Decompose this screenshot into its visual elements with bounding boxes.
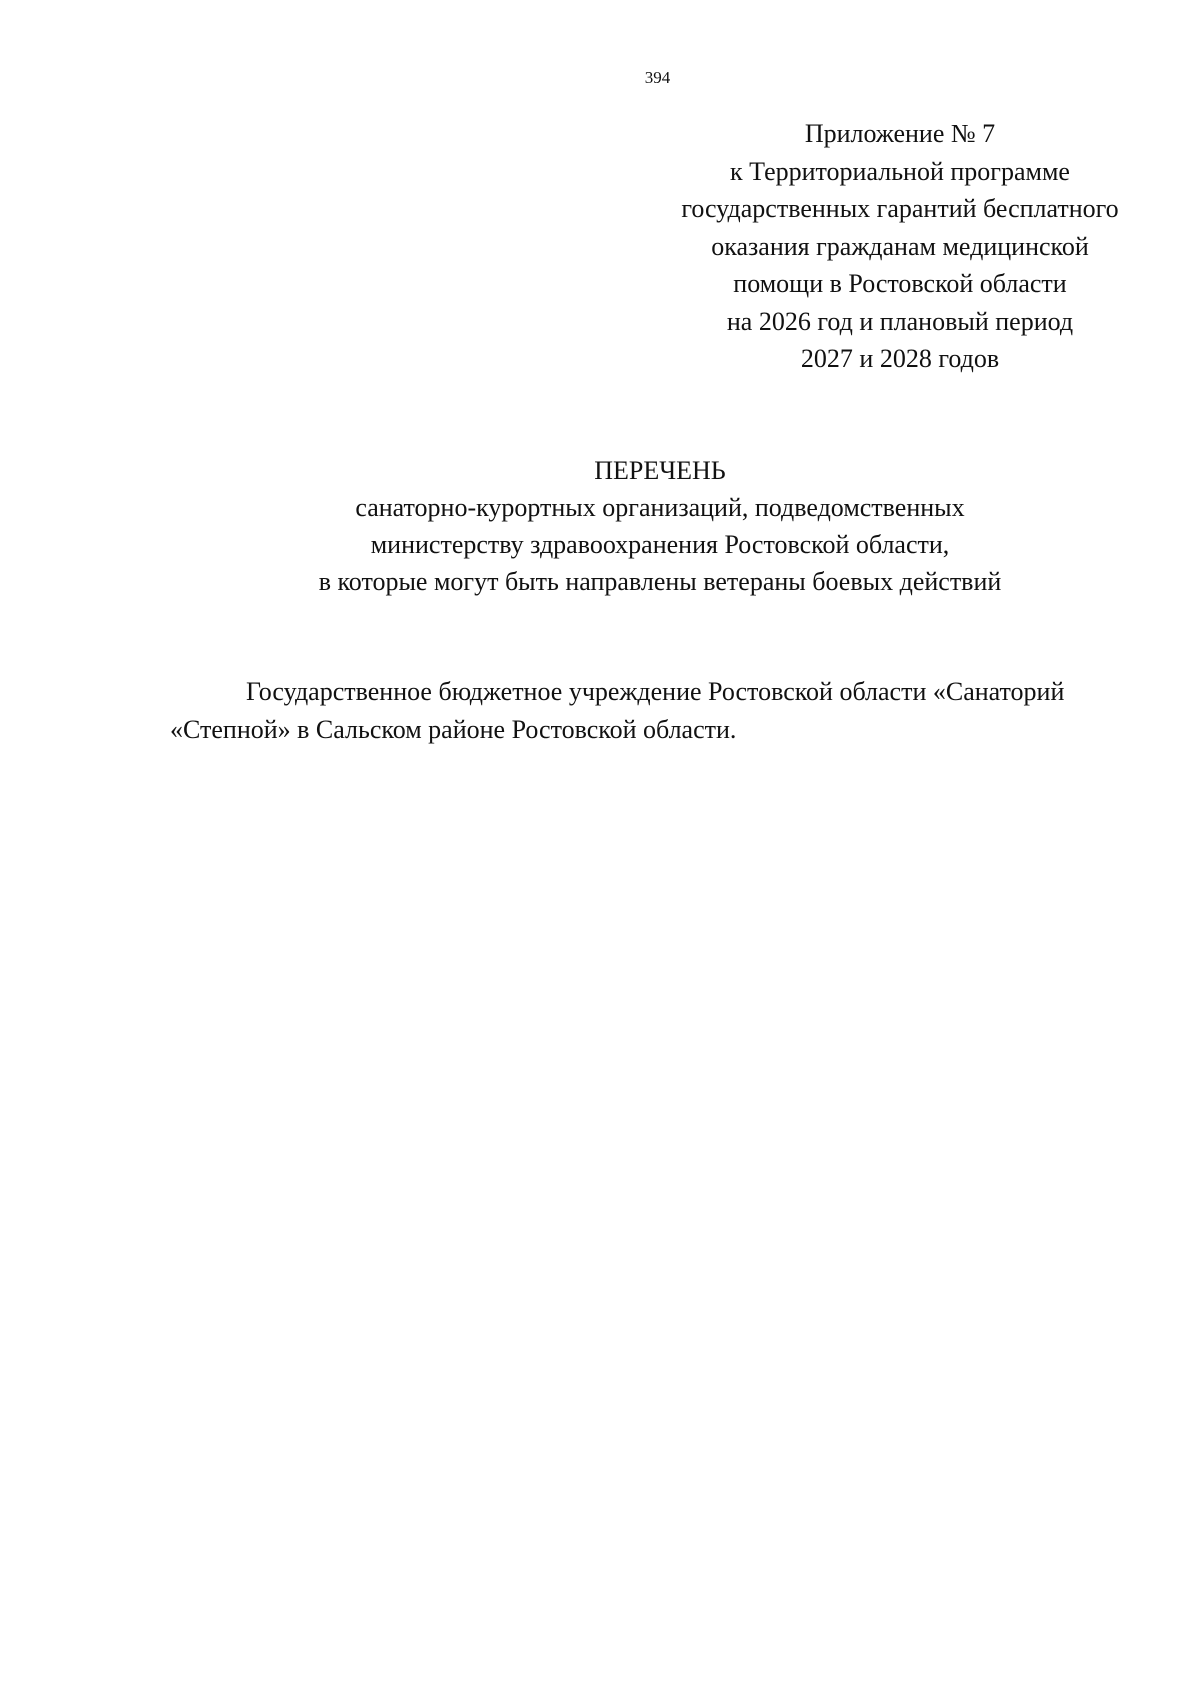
title-line: санаторно-курортных организаций, подведомственных bbox=[355, 493, 965, 522]
body-line: «Степной» в Сальском районе Ростовской области. bbox=[170, 715, 737, 744]
body-line: Государственное бюджетное учреждение Ростовской области «Санаторий bbox=[246, 677, 1065, 706]
body-paragraph bbox=[170, 673, 1150, 749]
title-heading: ПЕРЕЧЕНЬ bbox=[594, 456, 726, 485]
appendix-line: 2027 и 2028 годов bbox=[800, 344, 1000, 373]
appendix-line: государственных гарантий бесплатного bbox=[681, 194, 1119, 223]
title-line: в которые могут быть направлены ветераны боевых действий bbox=[318, 567, 1002, 596]
appendix-line: на 2026 год и плановый период bbox=[726, 306, 1074, 336]
document-title bbox=[180, 452, 1140, 600]
page-number: 394 bbox=[644, 68, 671, 87]
appendix-header bbox=[640, 115, 1160, 378]
appendix-line: к Территориальной программе bbox=[730, 156, 1070, 186]
appendix-line: помощи в Ростовской области bbox=[733, 269, 1067, 298]
appendix-line: оказания гражданам медицинской bbox=[711, 231, 1089, 261]
appendix-line: Приложение № 7 bbox=[804, 119, 996, 148]
title-line: министерству здравоохранения Ростовской области, bbox=[370, 530, 950, 559]
